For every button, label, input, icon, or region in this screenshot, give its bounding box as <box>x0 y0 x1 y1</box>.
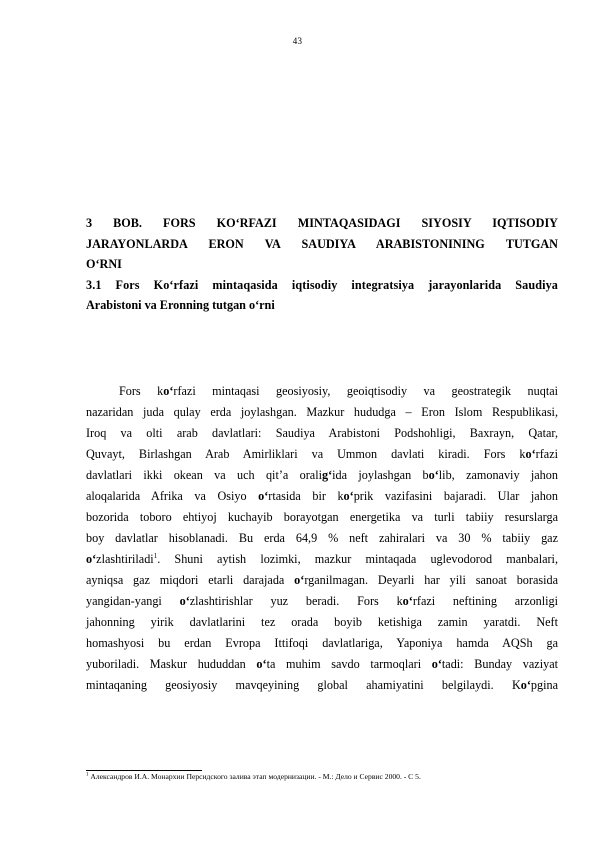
body-line: yangidan-yangi o‘zlashtirishlar yuz beradi. Fors ko‘rfazi neftining arzonligi <box>86 594 559 608</box>
footnote-reference: 1 <box>153 551 158 560</box>
bold-letter: o‘ <box>431 657 442 671</box>
bold-letter: o‘ <box>256 657 267 671</box>
body-line: jahonning yirik davlatlarini tez orada boyib ketishiga zamin yaratdi. Neft <box>86 615 558 629</box>
bold-letter: o‘ <box>86 552 97 566</box>
bold-letter: o‘ <box>294 573 305 587</box>
chapter-title-line: O‘RNI <box>86 257 122 271</box>
chapter-heading <box>86 213 558 316</box>
body-line: yuboriladi. Maskur hududdan o‘ta muhim savdo tarmoqlari o‘tadi: Bunday vaziyat <box>86 657 558 671</box>
body-line: nazaridan juda qulay erda joylashgan. Mazkur hududga – Eron Islom Respublikasi, <box>86 405 558 419</box>
body-line: mintaqaning geosiyosiy mavqeyining global ahamiyatini belgilaydi. Ko‘pgina <box>86 678 558 692</box>
page-number: 43 <box>292 36 303 46</box>
bold-letter: o‘ <box>525 447 536 461</box>
footnote-divider <box>86 770 202 771</box>
bold-letter: o‘ <box>258 489 269 503</box>
chapter-title <box>86 213 558 275</box>
footnote-marker: 1 <box>86 772 89 778</box>
section-title-line: Arabistoni va Eronning tutgan o‘rni <box>86 298 275 312</box>
bold-letter: o‘ <box>520 678 531 692</box>
chapter-title-line: 3 BOB. FORS KO‘RFAZI MINTAQASIDAGI SIYOSIY IQTISODIY <box>86 216 558 230</box>
body-line: aloqalarida Afrika va Osiyo o‘rtasida bir ko‘prik vazifasini bajaradi. Ular jahon <box>86 489 558 503</box>
body-line: boy davlatlar hisoblanadi. Bu erda 64,9 % neft zahiralari va 30 % tabiiy gaz <box>86 531 558 545</box>
bold-letter: o‘ <box>428 468 439 482</box>
body-line: bozorida toboro ehtiyoj kuchayib borayotgan energetika va turli tabiiy resurslarga <box>86 510 558 524</box>
bold-letter: g‘ <box>321 468 333 482</box>
body-line: davlatlari ikki okean va uch qit’a oralig‘ida joylashgan bo‘lib, zamonaviy jahon <box>86 468 558 482</box>
bold-letter: o‘ <box>179 594 190 608</box>
section-title-line: 3.1 Fors Ko‘rfazi mintaqasida iqtisodiy integratsiya jarayonlarida Saudiya <box>86 277 558 292</box>
chapter-title-line: JARAYONLARDA ERON VA SAUDIYA ARABISTONINING TUTGAN <box>86 236 558 251</box>
footnote <box>86 772 558 781</box>
body-line: Fors ko‘rfazi mintaqasi geosiyosiy, geoiqtisodiy va geostrategik nuqtai <box>119 384 558 398</box>
body-line: o‘zlashtiriladi$^1$. Shuni aytish lozimki, mazkur mintaqada uglevodorod manbalari, <box>86 551 558 566</box>
body-line: homashyosi bu erdan Evropa Ittifoqi davlatlariga, Yaponiya hamda AQSh ga <box>86 636 558 650</box>
bold-letter: o‘ <box>343 489 354 503</box>
body-line: Iroq va olti arab davlatlari: Saudiya Arabistoni Podshohligi, Baxrayn, Qatar, <box>86 426 558 440</box>
bold-letter: o‘ <box>402 594 413 608</box>
section-title <box>86 275 558 316</box>
footnote-text: Александров И.А. Монархии Персидского залива этап модернизации. - М.: Дело и Сервис 2000. - С 5. <box>88 772 421 781</box>
body-line: Quvayt, Birlashgan Arab Amirliklari va Ummon davlati kiradi. Fors ko‘rfazi <box>86 447 558 461</box>
body-line: ayniqsa gaz miqdori etarli darajada o‘rganilmagan. Deyarli har yili sanoat borasida <box>86 573 558 587</box>
bold-letter: o‘ <box>163 384 174 398</box>
body-paragraph <box>86 381 558 696</box>
